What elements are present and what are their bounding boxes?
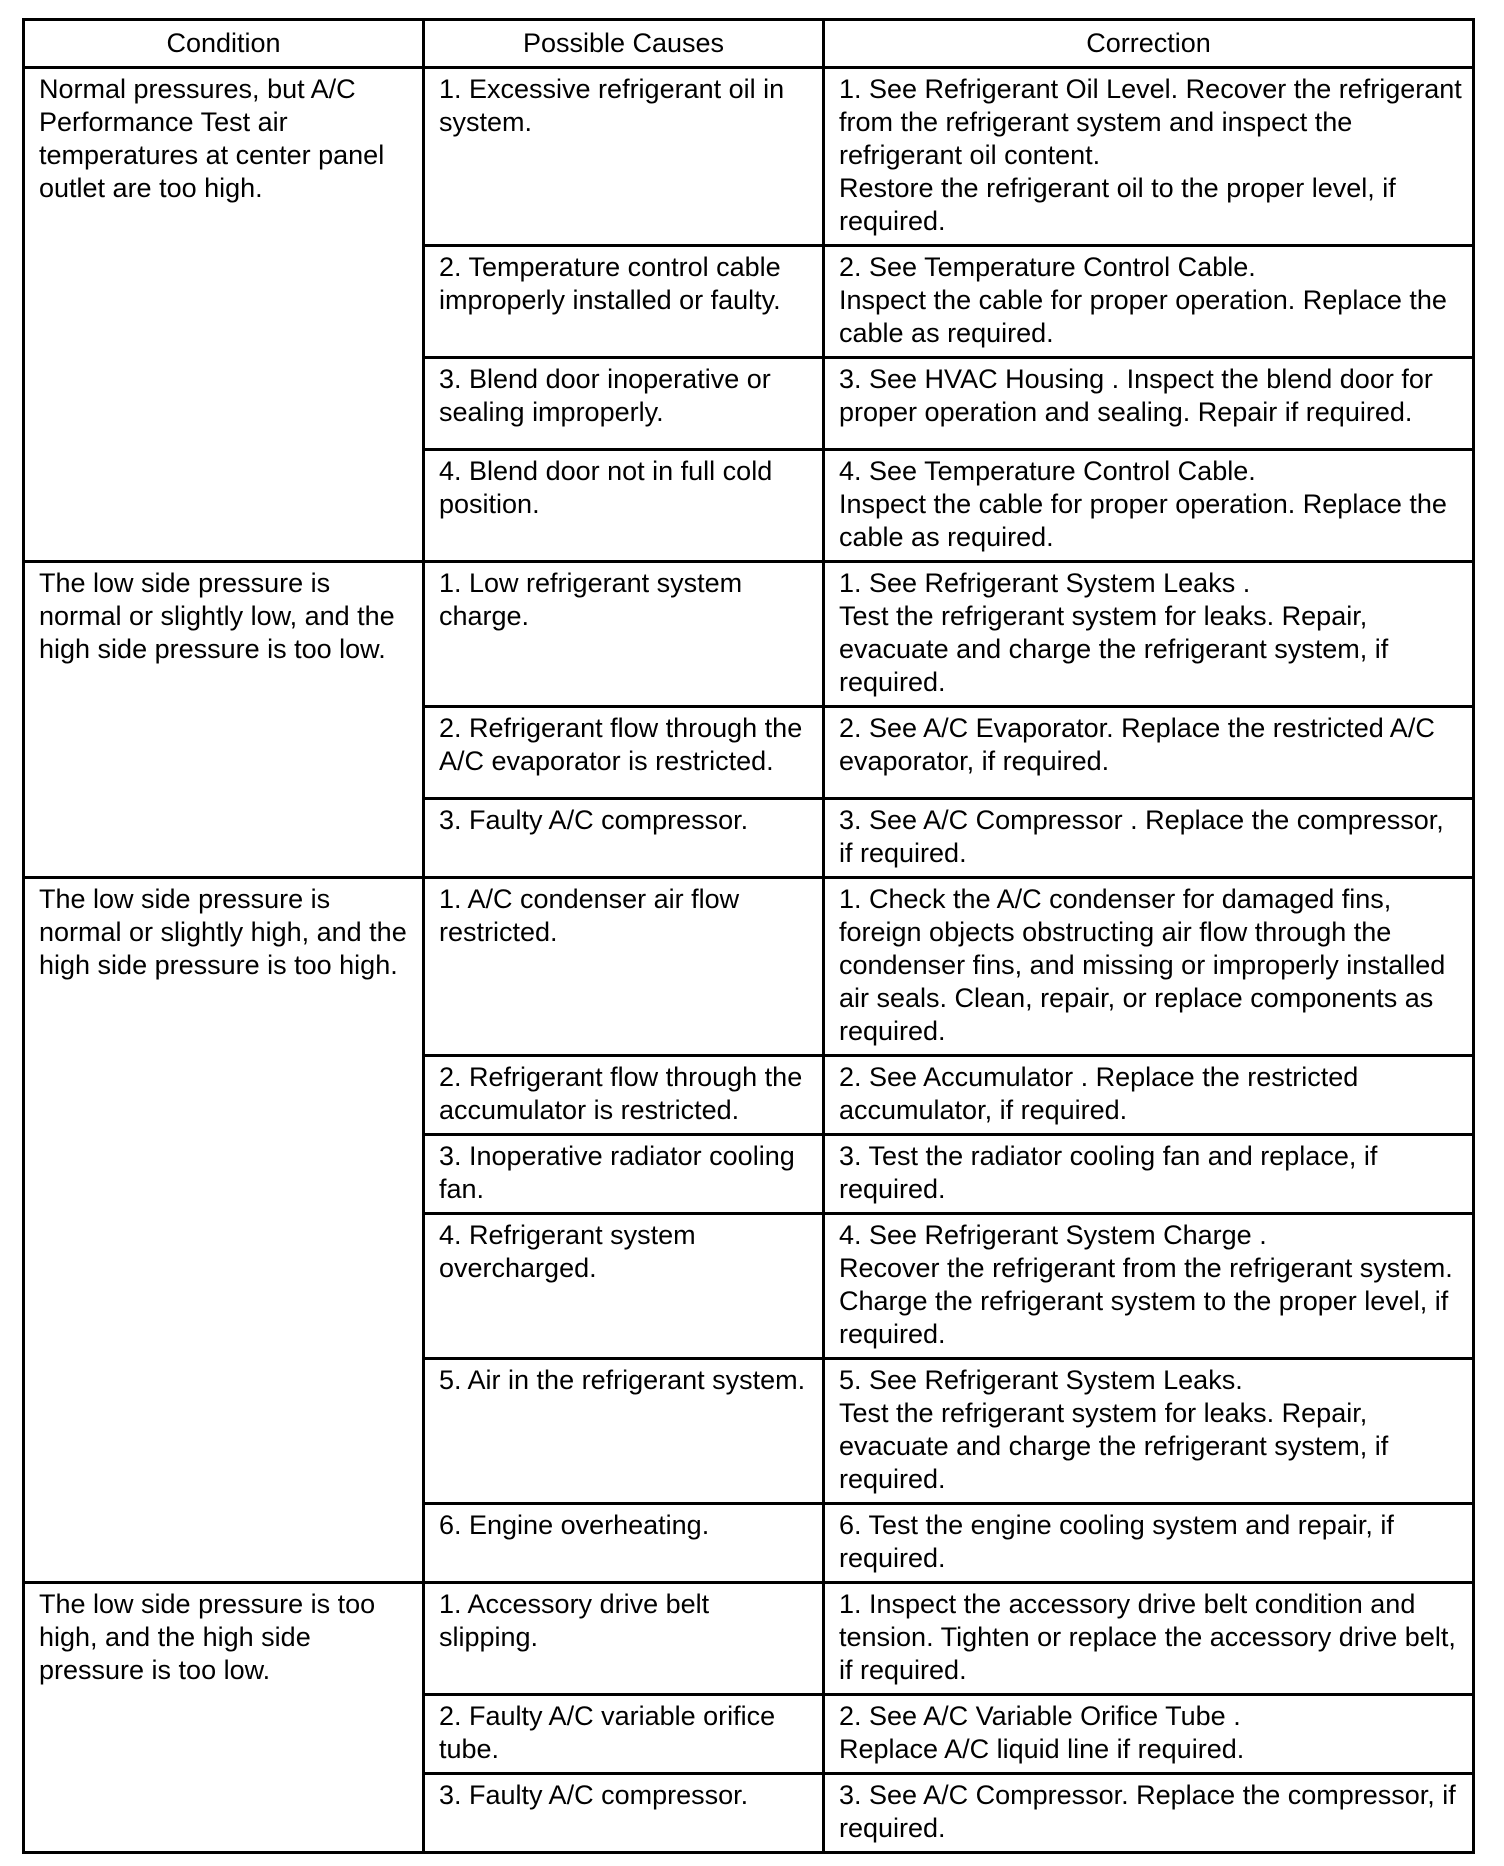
- condition-cell: Normal pressures, but A/C Performance Test air temperatures at center panel outlet are too high.: [24, 68, 424, 562]
- correction-line: 6. Test the engine cooling system and repair, if required.: [839, 1510, 1394, 1573]
- header-condition: Condition: [24, 20, 424, 68]
- header-possible-causes: Possible Causes: [424, 20, 824, 68]
- correction-cell: [824, 1774, 1474, 1853]
- correction-cell: [824, 1214, 1474, 1359]
- correction-line: Recover the refrigerant from the refrigerant system. Charge the refrigerant system to the proper level, if required.: [839, 1253, 1453, 1349]
- correction-line: 3. See HVAC Housing . Inspect the blend door for proper operation and sealing. Repair if required.: [839, 364, 1433, 427]
- correction-cell: [824, 450, 1474, 562]
- header-row: [24, 20, 1474, 68]
- correction-cell: [824, 707, 1474, 799]
- correction-line: Test the refrigerant system for leaks. Repair, evacuate and charge the refrigerant system, if required.: [839, 1398, 1389, 1494]
- cause-cell: 1. Accessory drive belt slipping.: [424, 1583, 824, 1695]
- cause-cell: 2. Refrigerant flow through the A/C evaporator is restricted.: [424, 707, 824, 799]
- correction-cell: [824, 1359, 1474, 1504]
- condition-cell: The low side pressure is normal or slightly high, and the high side pressure is too high.: [24, 878, 424, 1583]
- correction-cell: [824, 1056, 1474, 1135]
- correction-line: 5. See Refrigerant System Leaks.: [839, 1365, 1243, 1395]
- cause-cell: 1. Excessive refrigerant oil in system.: [424, 68, 824, 246]
- correction-line: 2. See Accumulator . Replace the restricted accumulator, if required.: [839, 1062, 1359, 1125]
- condition-cell: The low side pressure is normal or slightly low, and the high side pressure is too low.: [24, 562, 424, 878]
- cause-cell: 6. Engine overheating.: [424, 1504, 824, 1583]
- correction-line: 1. See Refrigerant System Leaks .: [839, 568, 1251, 598]
- cause-cell: 2. Temperature control cable improperly installed or faulty.: [424, 246, 824, 358]
- cause-cell: 1. A/C condenser air flow restricted.: [424, 878, 824, 1056]
- table-row: [24, 68, 1474, 246]
- correction-cell: [824, 562, 1474, 707]
- correction-cell: [824, 1583, 1474, 1695]
- correction-line: Inspect the cable for proper operation. Replace the cable as required.: [839, 489, 1447, 552]
- correction-line: 1. Inspect the accessory drive belt condition and tension. Tighten or replace the accessory drive belt, if required.: [839, 1589, 1456, 1685]
- cause-cell: 3. Inoperative radiator cooling fan.: [424, 1135, 824, 1214]
- table-row: [24, 562, 1474, 707]
- correction-cell: [824, 799, 1474, 878]
- correction-cell: [824, 358, 1474, 450]
- correction-line: Restore the refrigerant oil to the proper level, if required.: [839, 173, 1396, 236]
- correction-line: 4. See Temperature Control Cable.: [839, 456, 1256, 486]
- correction-cell: [824, 246, 1474, 358]
- table-row: [24, 1583, 1474, 1695]
- correction-cell: [824, 1695, 1474, 1774]
- correction-line: 3. See A/C Compressor . Replace the compressor, if required.: [839, 805, 1444, 868]
- cause-cell: 2. Faulty A/C variable orifice tube.: [424, 1695, 824, 1774]
- correction-cell: [824, 1504, 1474, 1583]
- correction-line: 2. See A/C Variable Orifice Tube .: [839, 1701, 1241, 1731]
- correction-line: Test the refrigerant system for leaks. Repair, evacuate and charge the refrigerant system, if required.: [839, 601, 1389, 697]
- diagnosis-table: [22, 18, 1475, 1854]
- correction-line: Inspect the cable for proper operation. Replace the cable as required.: [839, 285, 1447, 348]
- correction-cell: [824, 68, 1474, 246]
- correction-line: 1. Check the A/C condenser for damaged fins, foreign objects obstructing air flow through the condenser fins, and missing or improperly installed air seals. Clean, repair, or replace components as required.: [839, 884, 1446, 1046]
- cause-cell: 1. Low refrigerant system charge.: [424, 562, 824, 707]
- correction-line: Replace A/C liquid line if required.: [839, 1734, 1245, 1764]
- cause-cell: 4. Blend door not in full cold position.: [424, 450, 824, 562]
- cause-cell: 2. Refrigerant flow through the accumulator is restricted.: [424, 1056, 824, 1135]
- table-row: [24, 878, 1474, 1056]
- correction-line: 3. Test the radiator cooling fan and replace, if required.: [839, 1141, 1378, 1204]
- cause-cell: 3. Faulty A/C compressor.: [424, 799, 824, 878]
- cause-cell: 3. Faulty A/C compressor.: [424, 1774, 824, 1853]
- correction-line: 3. See A/C Compressor. Replace the compressor, if required.: [839, 1780, 1456, 1843]
- correction-line: 2. See A/C Evaporator. Replace the restricted A/C evaporator, if required.: [839, 713, 1435, 776]
- correction-line: 2. See Temperature Control Cable.: [839, 252, 1256, 282]
- cause-cell: 3. Blend door inoperative or sealing improperly.: [424, 358, 824, 450]
- correction-cell: [824, 1135, 1474, 1214]
- correction-line: 4. See Refrigerant System Charge .: [839, 1220, 1267, 1250]
- correction-cell: [824, 878, 1474, 1056]
- cause-cell: 4. Refrigerant system overcharged.: [424, 1214, 824, 1359]
- header-correction: Correction: [824, 20, 1474, 68]
- table-body: [24, 68, 1474, 1853]
- condition-cell: The low side pressure is too high, and the high side pressure is too low.: [24, 1583, 424, 1853]
- correction-line: 1. See Refrigerant Oil Level. Recover the refrigerant from the refrigerant system and inspect the refrigerant oil content.: [839, 74, 1462, 170]
- cause-cell: 5. Air in the refrigerant system.: [424, 1359, 824, 1504]
